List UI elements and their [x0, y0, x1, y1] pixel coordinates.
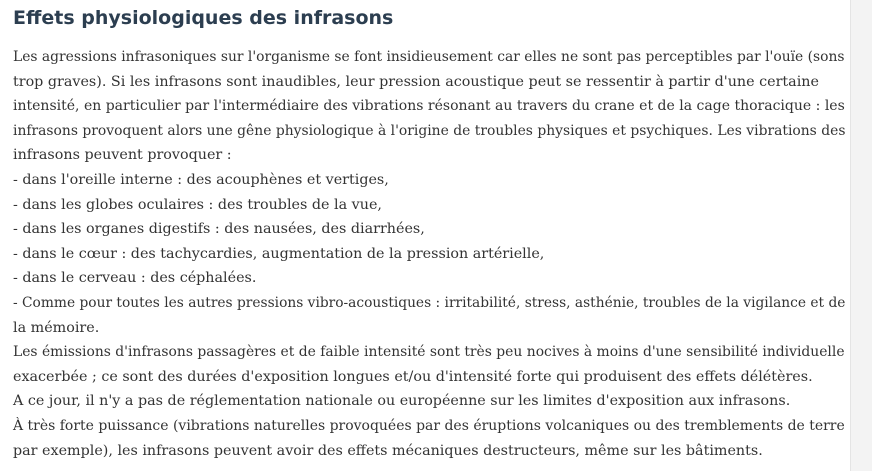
text-line: intensité, en particulier par l'intermédiaire des vibrations résonant au travers du crane et de la cage thoracique : les — [13, 98, 845, 115]
text-line: la mémoire. — [13, 319, 100, 336]
list-item: - dans les organes digestifs : des nausées, des diarrhées, — [13, 221, 425, 238]
list-item: - Comme pour toutes les autres pressions vibro-acoustiques : irritabilité, stress, asthénie, troubles de la vigilance et de — [13, 294, 846, 311]
article-body — [13, 45, 845, 463]
text-line: infrasons peuvent provoquer : — [13, 147, 232, 164]
scrollbar[interactable] — [850, 0, 872, 471]
text-line: Les agressions infrasoniques sur l'organisme se font insidieusement car elles ne sont pas perceptibles par l'ouïe (sons — [13, 49, 845, 65]
list-item: - dans l'oreille interne : des acouphènes et vertiges, — [13, 171, 389, 188]
text-line: exacerbée ; ce sont des durées d'exposition longues et/ou d'intensité forte qui produisent des effets délétères. — [13, 368, 813, 385]
text-line: Les émissions d'infrasons passagères et de faible intensité sont très peu nocives à moins d'une sensibilité individuelle — [13, 344, 845, 361]
text-line: A ce jour, il n'y a pas de réglementation nationale ou européenne sur les limites d'exposition aux infrasons. — [13, 393, 791, 410]
list-item: - dans le cerveau : des céphalées. — [13, 270, 257, 287]
text-line: trop graves). Si les infrasons sont inaudibles, leur pression acoustique peut se ressentir à partir d'une certaine — [13, 73, 819, 90]
article-title: Effets physiologiques des infrasons — [13, 7, 394, 29]
text-line: À très forte puissance (vibrations naturelles provoquées par des éruptions volcaniques ou des tremblements de terre — [13, 417, 845, 434]
list-item: - dans le cœur : des tachycardies, augmentation de la pression artérielle, — [13, 245, 545, 262]
text-line: par exemple), les infrasons peuvent avoir des effets mécaniques destructeurs, même sur les bâtiments. — [13, 442, 763, 459]
list-item: - dans les globes oculaires : des troubles de la vue, — [13, 196, 382, 213]
text-line: infrasons provoquent alors une gêne physiologique à l'origine de troubles physiques et psychiques. Les vibrations des — [13, 122, 846, 139]
